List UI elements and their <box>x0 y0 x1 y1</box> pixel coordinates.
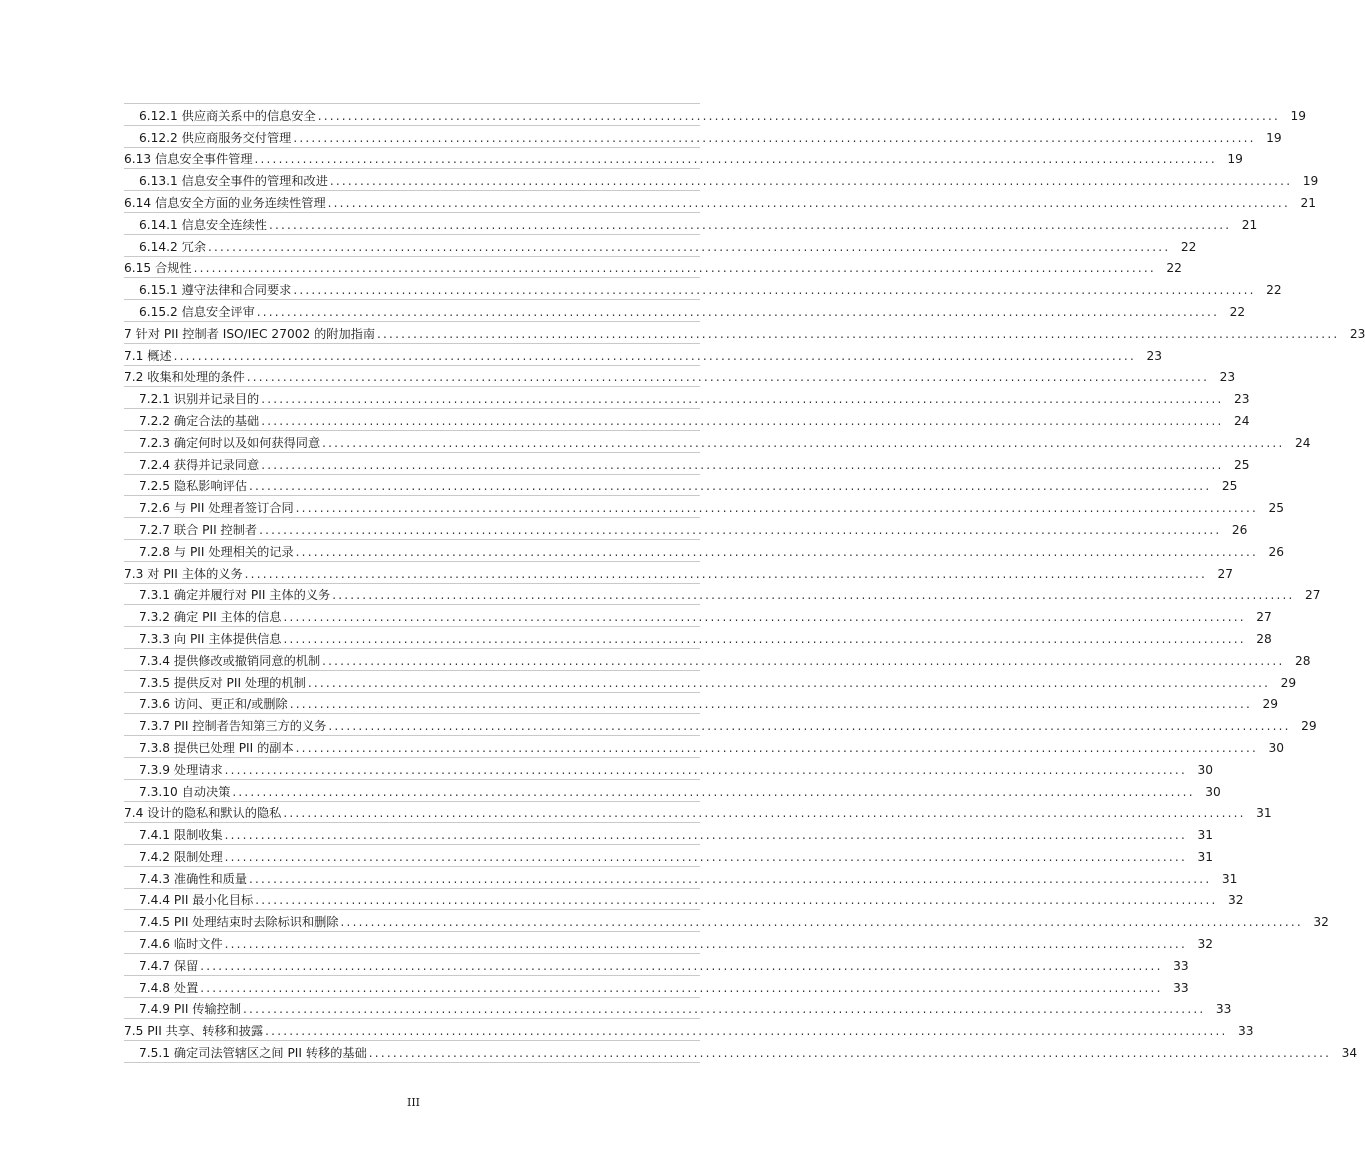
toc-leader-dots: ................................................................................................................................................................ <box>295 740 1258 755</box>
toc-leader-dots: ................................................................................................................................................................ <box>293 283 1256 298</box>
toc-entry[interactable] <box>124 649 1311 671</box>
toc-entry[interactable] <box>124 431 1311 453</box>
toc-entry-page: 25 <box>1221 479 1238 494</box>
toc-entry-page: 21 <box>1300 195 1316 210</box>
toc-entry-title: 7.4.7 保留 <box>139 958 199 973</box>
toc-entry-page: 30 <box>1205 784 1221 799</box>
toc-entry-page: 29 <box>1301 719 1317 734</box>
toc-leader-dots: ................................................................................................................................................................ <box>328 719 1291 734</box>
toc-entry[interactable] <box>124 387 1250 409</box>
toc-entry-title: 6.13 信息安全事件管理 <box>124 152 253 167</box>
toc-entry-page: 32 <box>1197 937 1213 952</box>
toc-entry[interactable] <box>124 496 1284 518</box>
toc-leader-dots: ................................................................................................................................................................ <box>332 588 1295 603</box>
toc-entry-title: 7.2.2 确定合法的基础 <box>139 413 260 428</box>
toc-leader-dots: ................................................................................................................................................................ <box>295 501 1258 516</box>
toc-entry-page: 21 <box>1241 217 1258 232</box>
toc-entry-page: 22 <box>1229 304 1246 319</box>
toc-entry-title: 7.3.1 确定并履行对 PII 主体的义务 <box>139 588 331 603</box>
toc-entry[interactable] <box>124 867 1238 889</box>
toc-entry-title: 7.3.7 PII 控制者告知第三方的义务 <box>139 719 327 734</box>
toc-entry-page: 23 <box>1146 348 1162 363</box>
toc-leader-dots: ................................................................................................................................................................ <box>295 544 1258 559</box>
toc-entry[interactable] <box>124 475 1238 497</box>
toc-leader-dots: ................................................................................................................................................................ <box>322 435 1285 450</box>
toc-entry-title: 7.2.6 与 PII 处理者签订合同 <box>139 501 294 516</box>
toc-leader-dots: ................................................................................................................................................................ <box>208 239 1171 254</box>
toc-entry[interactable] <box>124 1041 1358 1063</box>
toc-entry-page: 23 <box>1234 392 1250 407</box>
toc-entry-page: 30 <box>1268 740 1284 755</box>
toc-entry-title: 7.1 概述 <box>124 348 172 363</box>
toc-entry-title: 7.3.4 提供修改或撤销同意的机制 <box>139 653 321 668</box>
toc-leader-dots: ................................................................................................................................................................ <box>224 937 1187 952</box>
toc-leader-dots: ................................................................................................................................................................ <box>224 828 1187 843</box>
toc-entry-title: 7.2.7 联合 PII 控制者 <box>139 522 258 537</box>
toc-entry-title: 7.3.2 确定 PII 主体的信息 <box>139 610 282 625</box>
toc-leader-dots: ................................................................................................................................................................ <box>249 479 1212 494</box>
toc-entry-title: 6.14.1 信息安全连续性 <box>139 217 267 232</box>
toc-entry[interactable] <box>124 148 1243 170</box>
toc-leader-dots: ................................................................................................................................................................ <box>193 261 1156 276</box>
toc-leader-dots: ................................................................................................................................................................ <box>244 566 1207 581</box>
toc-entry[interactable] <box>124 736 1284 758</box>
toc-entry[interactable] <box>124 104 1307 126</box>
toc-leader-dots: ................................................................................................................................................................ <box>246 370 1210 385</box>
toc-entry-page: 19 <box>1290 108 1307 123</box>
toc-leader-dots: ................................................................................................................................................................ <box>377 326 1340 341</box>
toc-leader-dots: ................................................................................................................................................................ <box>249 871 1212 886</box>
toc-entry-page: 28 <box>1294 653 1311 668</box>
toc-entry-title: 7.2.1 识别并记录目的 <box>139 392 260 407</box>
toc-entry-title: 7.4.3 准确性和质量 <box>139 871 248 886</box>
toc-entry[interactable] <box>124 300 1246 322</box>
toc-entry-title: 7 针对 PII 控制者 ISO/IEC 27002 的附加指南 <box>124 326 376 341</box>
toc-leader-dots: ................................................................................................................................................................ <box>322 653 1285 668</box>
toc-entry-page: 26 <box>1231 522 1248 537</box>
toc-entry-page: 31 <box>1221 871 1238 886</box>
table-of-contents <box>124 103 1365 1063</box>
toc-entry[interactable] <box>124 126 1282 148</box>
toc-entry-title: 6.14 信息安全方面的业务连续性管理 <box>124 195 326 210</box>
toc-entry-title: 7.4.4 PII 最小化目标 <box>139 893 254 908</box>
toc-leader-dots: ................................................................................................................................................................ <box>283 806 1246 821</box>
toc-entry-page: 22 <box>1180 239 1197 254</box>
toc-leader-dots: ................................................................................................................................................................ <box>224 849 1187 864</box>
toc-entry[interactable] <box>124 191 1316 213</box>
toc-entry-title: 7.2.3 确定何时以及如何获得同意 <box>139 435 321 450</box>
toc-entry[interactable] <box>124 366 1236 388</box>
toc-entry-title: 7.3.10 自动决策 <box>139 784 231 799</box>
toc-entry-page: 32 <box>1313 915 1329 930</box>
toc-entry-page: 30 <box>1197 762 1213 777</box>
toc-entry-page: 33 <box>1173 958 1189 973</box>
toc-entry[interactable] <box>124 257 1182 279</box>
toc-leader-dots: ................................................................................................................................................................ <box>261 413 1224 428</box>
toc-entry-title: 7.2.8 与 PII 处理相关的记录 <box>139 544 294 559</box>
page-number: III <box>406 1096 421 1109</box>
toc-entry[interactable] <box>124 213 1258 235</box>
toc-leader-dots: ................................................................................................................................................................ <box>307 675 1271 690</box>
toc-entry[interactable] <box>124 910 1329 932</box>
toc-entry[interactable] <box>124 845 1213 867</box>
toc-entry-title: 7.3.6 访问、更正和/或删除 <box>139 697 288 712</box>
toc-leader-dots: ................................................................................................................................................................ <box>256 304 1220 319</box>
toc-entry-title: 7.2.4 获得并记录同意 <box>139 457 260 472</box>
toc-entry[interactable] <box>124 584 1321 606</box>
toc-leader-dots: ................................................................................................................................................................ <box>283 610 1246 625</box>
toc-entry[interactable] <box>124 562 1233 584</box>
toc-entry-page: 27 <box>1217 566 1233 581</box>
toc-entry[interactable] <box>124 322 1365 344</box>
toc-leader-dots: ................................................................................................................................................................ <box>261 392 1224 407</box>
toc-entry-page: 31 <box>1256 806 1272 821</box>
toc-entry-title: 7.2 收集和处理的条件 <box>124 370 245 385</box>
toc-entry-page: 19 <box>1266 130 1282 145</box>
toc-entry-page: 29 <box>1280 675 1297 690</box>
toc-entry-page: 33 <box>1173 980 1189 995</box>
toc-entry-page: 31 <box>1197 849 1213 864</box>
toc-leader-dots: ................................................................................................................................................................ <box>254 152 1217 167</box>
toc-entry-page: 25 <box>1268 501 1284 516</box>
toc-entry[interactable] <box>124 453 1250 475</box>
toc-leader-dots: ................................................................................................................................................................ <box>327 195 1290 210</box>
toc-entry[interactable] <box>124 998 1232 1020</box>
toc-entry-title: 6.15 合规性 <box>124 261 192 276</box>
toc-leader-dots: ................................................................................................................................................................ <box>259 522 1222 537</box>
toc-entry-page: 32 <box>1228 893 1244 908</box>
toc-entry-title: 7.3.9 处理请求 <box>139 762 223 777</box>
toc-entry-page: 19 <box>1302 174 1319 189</box>
toc-entry[interactable] <box>124 693 1278 715</box>
toc-leader-dots: ................................................................................................................................................................ <box>293 130 1256 145</box>
toc-entry-page: 24 <box>1294 435 1311 450</box>
toc-entry[interactable] <box>124 823 1213 845</box>
toc-entry-page: 29 <box>1262 697 1278 712</box>
toc-leader-dots: ................................................................................................................................................................ <box>261 457 1224 472</box>
toc-entry[interactable] <box>124 278 1282 300</box>
toc-entry-title: 7.4.8 处置 <box>139 980 199 995</box>
toc-entry[interactable] <box>124 627 1272 649</box>
toc-entry[interactable] <box>124 540 1284 562</box>
toc-entry-title: 6.15.2 信息安全评审 <box>139 304 255 319</box>
toc-leader-dots: ................................................................................................................................................................ <box>268 217 1232 232</box>
toc-leader-dots: ................................................................................................................................................................ <box>200 980 1163 995</box>
toc-entry[interactable] <box>124 344 1162 366</box>
toc-entry[interactable] <box>124 889 1244 911</box>
toc-entry[interactable] <box>124 802 1272 824</box>
toc-entry-title: 7.4.1 限制收集 <box>139 828 223 843</box>
toc-leader-dots: ................................................................................................................................................................ <box>232 784 1195 799</box>
toc-entry[interactable] <box>124 1019 1254 1041</box>
toc-entry-page: 24 <box>1234 413 1250 428</box>
toc-leader-dots: ................................................................................................................................................................ <box>329 174 1293 189</box>
toc-entry-title: 7.2.5 隐私影响评估 <box>139 479 248 494</box>
toc-entry[interactable] <box>124 169 1319 191</box>
toc-entry-title: 7.3.8 提供已处理 PII 的副本 <box>139 740 294 755</box>
toc-entry-page: 33 <box>1215 1002 1232 1017</box>
toc-entry-title: 7.3.3 向 PII 主体提供信息 <box>139 631 282 646</box>
toc-entry[interactable] <box>124 954 1189 976</box>
toc-entry-page: 34 <box>1341 1046 1358 1061</box>
toc-entry-page: 22 <box>1266 283 1282 298</box>
toc-leader-dots: ................................................................................................................................................................ <box>368 1046 1332 1061</box>
toc-entry[interactable] <box>124 714 1317 736</box>
toc-entry-page: 22 <box>1166 261 1182 276</box>
toc-entry-page: 19 <box>1227 152 1243 167</box>
toc-entry-page: 23 <box>1349 326 1365 341</box>
toc-entry[interactable] <box>124 235 1197 257</box>
toc-entry-title: 7.3 对 PII 主体的义务 <box>124 566 243 581</box>
toc-entry-title: 7.4.2 限制处理 <box>139 849 223 864</box>
toc-entry-title: 7.5.1 确定司法管辖区之间 PII 转移的基础 <box>139 1046 367 1061</box>
toc-leader-dots: ................................................................................................................................................................ <box>224 762 1187 777</box>
toc-entry-page: 27 <box>1256 610 1272 625</box>
toc-entry-title: 7.5 PII 共享、转移和披露 <box>124 1024 264 1039</box>
toc-leader-dots: ................................................................................................................................................................ <box>283 631 1246 646</box>
toc-entry-title: 6.12.1 供应商关系中的信息安全 <box>139 108 316 123</box>
toc-leader-dots: ................................................................................................................................................................ <box>173 348 1136 363</box>
toc-entry[interactable] <box>124 932 1213 954</box>
toc-entry[interactable] <box>124 758 1213 780</box>
toc-entry[interactable] <box>124 605 1272 627</box>
toc-entry-page: 25 <box>1234 457 1250 472</box>
toc-entry-title: 6.13.1 信息安全事件的管理和改进 <box>139 174 328 189</box>
toc-entry-title: 7.4 设计的隐私和默认的隐私 <box>124 806 282 821</box>
toc-leader-dots: ................................................................................................................................................................ <box>317 108 1281 123</box>
toc-entry-title: 6.14.2 冗余 <box>139 239 207 254</box>
toc-entry-title: 7.4.5 PII 处理结束时去除标识和删除 <box>139 915 339 930</box>
toc-leader-dots: ................................................................................................................................................................ <box>200 958 1163 973</box>
toc-leader-dots: ................................................................................................................................................................ <box>289 697 1252 712</box>
toc-entry-title: 6.15.1 遵守法律和合同要求 <box>139 283 292 298</box>
toc-entry-page: 28 <box>1256 631 1272 646</box>
toc-leader-dots: ................................................................................................................................................................ <box>340 915 1303 930</box>
toc-entry[interactable] <box>124 671 1297 693</box>
toc-entry-title: 7.4.9 PII 传输控制 <box>139 1002 242 1017</box>
toc-entry-title: 7.4.6 临时文件 <box>139 937 223 952</box>
toc-leader-dots: ................................................................................................................................................................ <box>265 1024 1228 1039</box>
toc-entry-page: 26 <box>1268 544 1284 559</box>
toc-entry-title: 7.3.5 提供反对 PII 处理的机制 <box>139 675 306 690</box>
toc-entry-page: 27 <box>1305 588 1321 603</box>
toc-leader-dots: ................................................................................................................................................................ <box>255 893 1218 908</box>
toc-entry[interactable] <box>124 518 1248 540</box>
toc-entry-page: 31 <box>1197 828 1213 843</box>
toc-entry-page: 23 <box>1219 370 1236 385</box>
toc-entry-page: 33 <box>1237 1024 1254 1039</box>
toc-entry[interactable] <box>124 976 1189 998</box>
toc-entry[interactable] <box>124 780 1221 802</box>
toc-leader-dots: ................................................................................................................................................................ <box>243 1002 1206 1017</box>
toc-entry-title: 6.12.2 供应商服务交付管理 <box>139 130 292 145</box>
toc-entry[interactable] <box>124 409 1250 431</box>
